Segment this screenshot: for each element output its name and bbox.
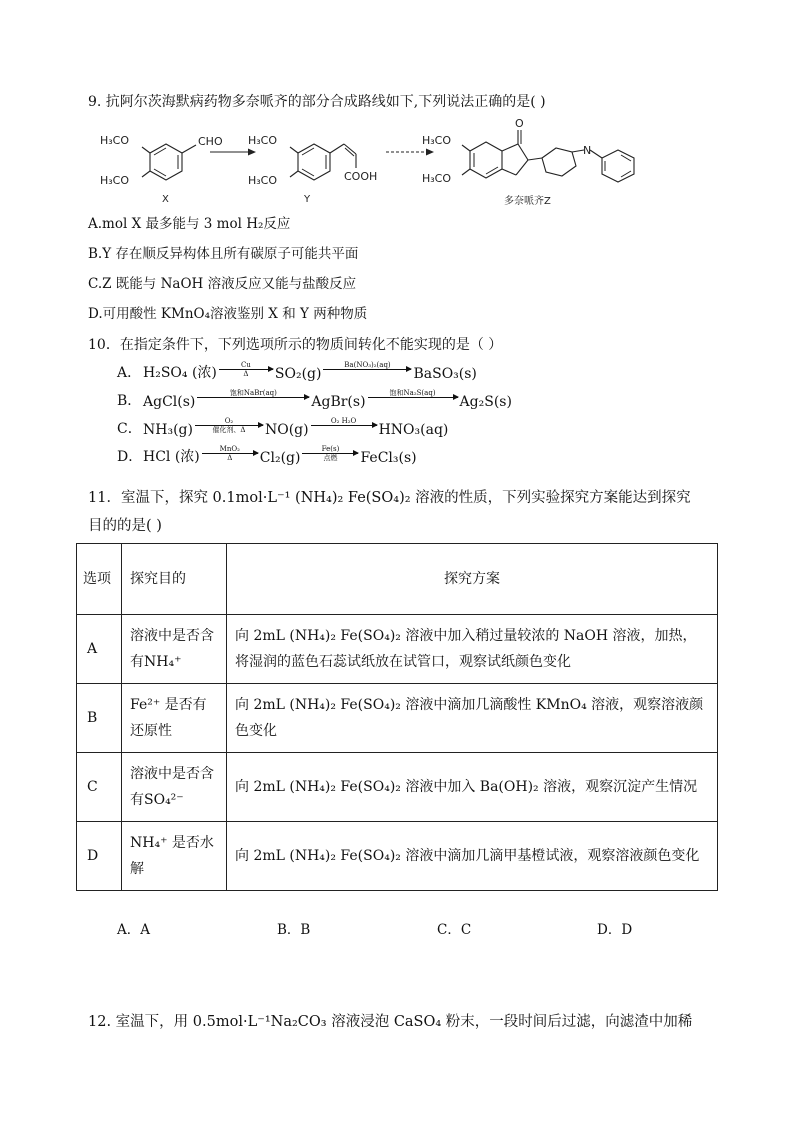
row-option: B [77, 684, 122, 753]
row-option: C [77, 753, 122, 822]
row-goal: Fe²⁺ 是否有还原性 [122, 684, 227, 753]
z-label: 多奈哌齐Z [504, 196, 551, 207]
row-goal: 溶液中是否含有SO₄²⁻ [122, 753, 227, 822]
question-10-stem: 10．在指定条件下，下列选项所示的物质间转化不能实现的是（ ） [88, 337, 503, 353]
x-aldehyde: CHO [198, 135, 223, 148]
reaction-arrow: Ba(NO₃)₂(aq) [323, 361, 411, 378]
y-carboxyl: COOH [344, 170, 378, 183]
product: BaSO₃(s) [413, 366, 477, 382]
row-option: D [77, 822, 122, 891]
y-methoxy-1: H₃CO [248, 134, 278, 147]
product: HNO₃(aq) [378, 422, 449, 438]
row-plan: 向 2mL (NH₄)₂ Fe(SO₄)₂ 溶液中滴加几滴甲基橙试液，观察溶液颜色变化 [227, 822, 718, 891]
table-row [77, 822, 718, 891]
q9-option-b: B.Y 存在顺反异构体且所有碳原子可能共平面 [88, 246, 359, 262]
intermediate: AgBr(s) [311, 394, 366, 410]
q9-option-a: A.mol X 最多能与 3 mol H₂反应 [88, 216, 291, 232]
q10-reaction-c [117, 414, 448, 438]
z-nitrogen: N [583, 144, 592, 157]
reaction-arrow: 饱和Na₂S(aq) [368, 389, 458, 406]
q10-reaction-d [117, 442, 417, 466]
row-goal: NH₄⁺ 是否水解 [122, 822, 227, 891]
row-plan: 向 2mL (NH₄)₂ Fe(SO₄)₂ 溶液中加入稍过量较浓的 NaOH 溶液，加热，将湿润的蓝色石蕊试纸放在试管口，观察试纸颜色变化 [227, 615, 718, 684]
molecule-y [248, 124, 398, 210]
reaction-label: C． [117, 421, 142, 437]
reaction-arrow: O₂ H₂O [311, 417, 377, 434]
reaction-label: D． [117, 449, 143, 465]
q10-reaction-a [117, 358, 477, 382]
answer-choice-c[interactable]: C．C [437, 922, 472, 938]
question-12-stem: 12. 室温下，用 0.5mol·L⁻¹Na₂CO₃ 溶液浸泡 CaSO₄ 粉末，一段时间后过滤，向滤渣中加稀 [88, 1014, 693, 1030]
header-plan: 探究方案 [227, 544, 718, 615]
intermediate: SO₂(g) [274, 366, 322, 382]
y-methoxy-2: H₃CO [248, 174, 278, 187]
y-label: Y [304, 194, 311, 205]
reaction-label: B． [117, 393, 142, 409]
q11-answer-choices [117, 918, 757, 938]
question-11-stem-line2: 目的的是( ) [88, 518, 162, 534]
reaction-arrow: O₂ 催化剂、Δ [195, 417, 263, 434]
reactant: AgCl(s) [143, 394, 196, 410]
header-goal: 探究目的 [122, 544, 227, 615]
q10-reaction-b [117, 386, 512, 410]
experiment-table [76, 543, 718, 891]
reactant: NH₃(g) [143, 422, 193, 438]
table-row [77, 753, 718, 822]
answer-choice-a[interactable]: A．A [117, 922, 150, 938]
table-header-row [77, 544, 718, 615]
reaction-arrow: Fe(s) 点燃 [302, 445, 358, 462]
answer-choice-d[interactable]: D．D [597, 922, 633, 938]
question-9-stem: 9. 抗阿尔茨海默病药物多奈哌齐的部分合成路线如下,下列说法正确的是( ) [88, 94, 546, 110]
z-methoxy-1: H₃CO [422, 134, 452, 147]
row-plan: 向 2mL (NH₄)₂ Fe(SO₄)₂ 溶液中滴加几滴酸性 KMnO₄ 溶液，观察溶液颜色变化 [227, 684, 718, 753]
x-methoxy-1: H₃CO [100, 134, 130, 147]
table-row [77, 684, 718, 753]
reaction-arrow: Cu Δ [219, 361, 273, 378]
molecule-z [422, 112, 672, 212]
row-option: A [77, 615, 122, 684]
x-methoxy-2: H₃CO [100, 174, 130, 187]
molecule-x [100, 124, 240, 210]
answer-choice-b[interactable]: B．B [277, 922, 311, 938]
product: Ag₂S(s) [459, 394, 512, 410]
reaction-label: A． [117, 365, 142, 381]
z-ketone-oxygen: O [515, 117, 524, 130]
row-goal: 溶液中是否含有NH₄⁺ [122, 615, 227, 684]
reactant: HCl (浓) [143, 449, 200, 465]
row-plan: 向 2mL (NH₄)₂ Fe(SO₄)₂ 溶液中加入 Ba(OH)₂ 溶液，观察沉淀产生情况 [227, 753, 718, 822]
table-row [77, 615, 718, 684]
reaction-arrow: MnO₂ Δ [202, 445, 258, 462]
intermediate: Cl₂(g) [259, 450, 301, 466]
header-option: 选项 [77, 544, 122, 615]
x-label: X [162, 194, 169, 205]
question-11-stem-line1: 11．室温下，探究 0.1mol·L⁻¹ (NH₄)₂ Fe(SO₄)₂ 溶液的性质，下列实验探究方案能达到探究 [88, 490, 691, 506]
intermediate: NO(g) [264, 422, 309, 438]
reaction-arrow: 饱和NaBr(aq) [197, 389, 309, 406]
z-methoxy-2: H₃CO [422, 172, 452, 185]
product: FeCl₃(s) [360, 450, 417, 466]
q9-option-c: C.Z 既能与 NaOH 溶液反应又能与盐酸反应 [88, 276, 357, 292]
q9-option-d: D.可用酸性 KMnO₄溶液鉴别 X 和 Y 两种物质 [88, 306, 368, 322]
reactant: H₂SO₄ (浓) [143, 365, 217, 381]
